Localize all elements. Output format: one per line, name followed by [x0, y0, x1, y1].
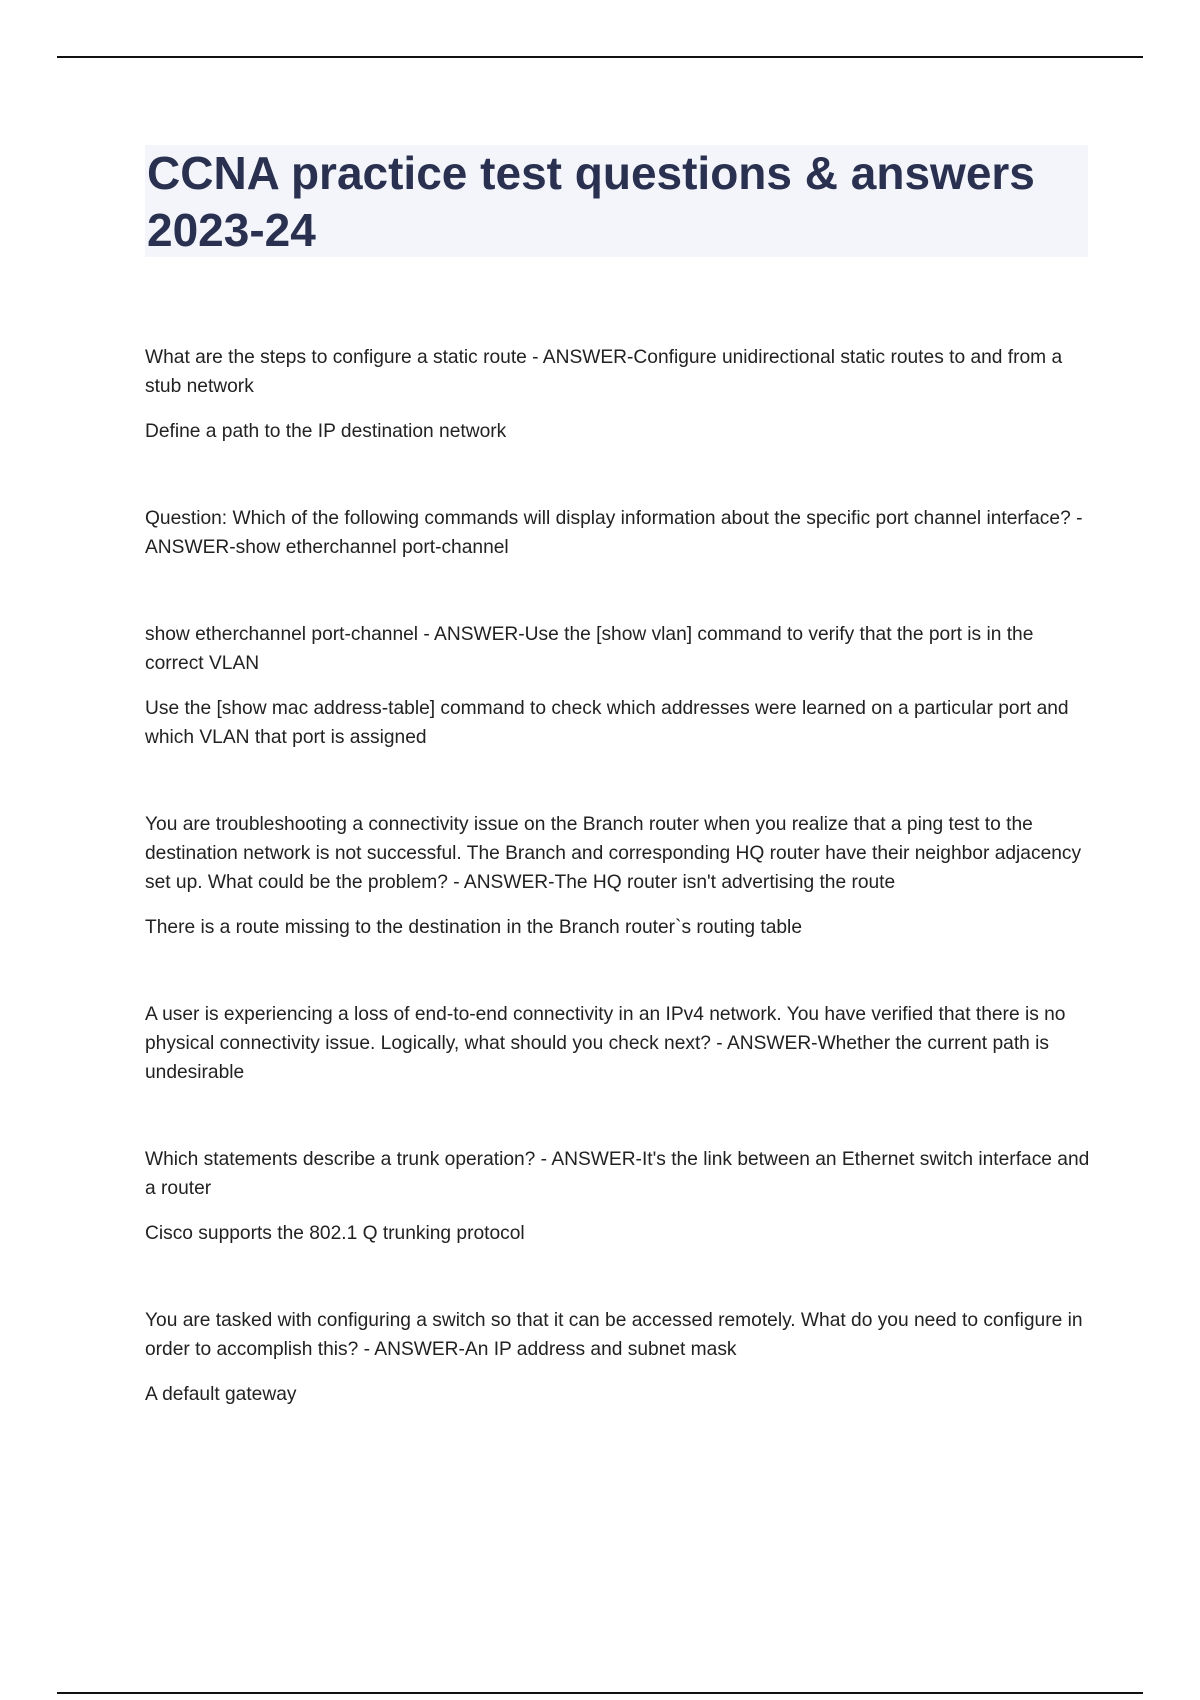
qa-block: [145, 504, 1095, 562]
title-banner: [145, 145, 1088, 257]
top-rule: [57, 56, 1143, 58]
question-answer-text: Which statements describe a trunk operation? - ANSWER-It's the link between an Ethernet switch interface and a router: [145, 1149, 1090, 1199]
question-answer-text: You are tasked with configuring a switch so that it can be accessed remotely. What do you need to configure in order to accomplish this? - ANSWER-An IP address and subnet mask: [145, 1310, 1083, 1360]
qa-block: [145, 1306, 1095, 1409]
qa-content: [145, 343, 1095, 1467]
answer-continuation-text: Use the [show mac address-table] command to check which addresses were learned on a particular port and which VLAN that port is assigned: [145, 698, 1069, 748]
answer-continuation-text: Define a path to the IP destination network: [145, 421, 507, 442]
answer-continuation-text: There is a route missing to the destination in the Branch router`s routing table: [145, 917, 802, 938]
bottom-rule: [57, 1692, 1143, 1694]
question-answer-text: You are troubleshooting a connectivity issue on the Branch router when you realize that a ping test to the destination network is not successful. The Branch and corresponding HQ router have their neighbor adjacency set up. What could be the problem? - ANSWER-The HQ router isn't advertising the route: [145, 814, 1082, 893]
answer-continuation-text: A default gateway: [145, 1384, 297, 1405]
document-title: CCNA practice test questions & answers 2023-24: [147, 147, 1035, 256]
qa-block: [145, 343, 1095, 446]
qa-block: [145, 810, 1095, 942]
question-answer-text: What are the steps to configure a static route - ANSWER-Configure unidirectional static routes to and from a stub network: [145, 347, 1063, 397]
qa-block: [145, 620, 1095, 752]
question-answer-text: Question: Which of the following commands will display information about the specific port channel interface? - ANSWER-show etherchannel port-channel: [145, 508, 1083, 558]
question-answer-text: A user is experiencing a loss of end-to-end connectivity in an IPv4 network. You have verified that there is no physical connectivity issue. Logically, what should you check next? - ANSWER-Whether the current path is undesirable: [145, 1004, 1066, 1083]
qa-block: [145, 1000, 1095, 1087]
answer-continuation-text: Cisco supports the 802.1 Q trunking protocol: [145, 1223, 525, 1244]
qa-block: [145, 1145, 1095, 1248]
question-answer-text: show etherchannel port-channel - ANSWER-Use the [show vlan] command to verify that the port is in the correct VLAN: [145, 624, 1034, 674]
